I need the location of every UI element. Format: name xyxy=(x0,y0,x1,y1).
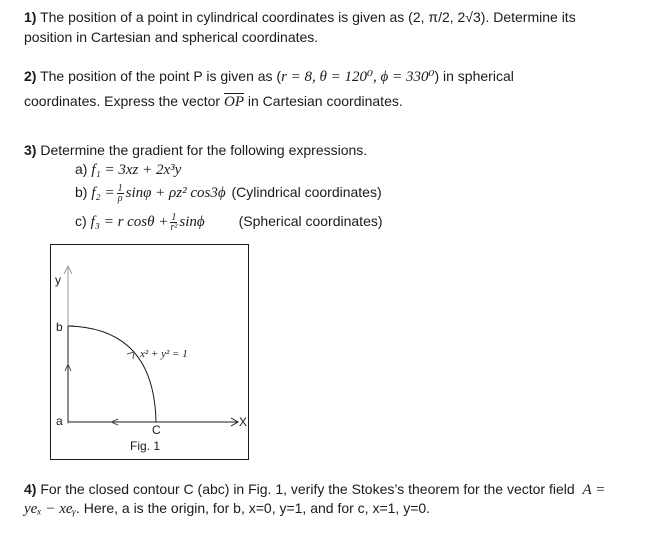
q2-text-b-post: in Cartesian coordinates. xyxy=(244,93,403,109)
q3-a-expression: f₁ = 3xz + 2x³y xyxy=(91,162,182,178)
q3-b-frac-num: 1 xyxy=(117,182,123,194)
q2-line-2 xyxy=(24,92,403,111)
q4-field-expression: yeₓ − xeᵧ xyxy=(24,501,76,517)
q3-b-frac-den: ρ xyxy=(117,192,123,204)
q4-text-a-pre: For the closed contour C (abc) in Fig. 1, verify the Stokes’s theorem for the vector field xyxy=(40,481,579,497)
q3-c-frac-den: r² xyxy=(170,221,178,233)
q2-number: 2) xyxy=(24,68,37,84)
q3-b-lhs: f₂ = xyxy=(91,185,115,201)
q3-text: Determine the gradient for the following expressions. xyxy=(40,142,368,158)
q3-b-rhs: sinφ + ρz² cos3ϕ xyxy=(125,185,226,201)
q4-line-1 xyxy=(24,480,605,499)
q2-coords: r = 8, θ = 120⁰, ϕ = 330⁰ xyxy=(281,69,435,85)
q4-field: A = xyxy=(582,482,606,498)
q1-line-1 xyxy=(24,8,576,26)
q3-a-label: a) xyxy=(75,161,88,177)
q2-text-a-pre: The position of the point P is given as ( xyxy=(40,68,282,84)
label-c: C xyxy=(152,423,161,437)
label-a: a xyxy=(56,414,63,428)
q3-item-b xyxy=(75,183,382,203)
q1-text-a: The position of a point in cylindrical coordinates is given as (2, π/2, 2√3). Determine its xyxy=(40,9,576,25)
q4-number: 4) xyxy=(24,481,37,497)
q3-c-frac-num: 1 xyxy=(171,211,177,223)
figure-1 xyxy=(50,244,249,460)
q1-line-2 xyxy=(24,28,318,46)
q3-c-rhs: sinϕ xyxy=(179,214,205,230)
q2-line-1 xyxy=(24,67,514,86)
q1-text-b: position in Cartesian and spherical coordinates. xyxy=(24,29,319,45)
q3-number: 3) xyxy=(24,142,37,158)
label-y: y xyxy=(55,273,61,287)
q4-line-2 xyxy=(24,499,430,518)
q3-c-label: c) xyxy=(75,213,87,229)
q3-c-note: (Spherical coordinates) xyxy=(238,213,383,229)
q2-text-b-pre: coordinates. Express the vector xyxy=(24,93,224,109)
q3-c-fraction xyxy=(170,213,177,232)
q4-text-b-post: . Here, a is the origin, for b, x=0, y=1, and for c, x=1, y=0. xyxy=(75,500,431,516)
q3-item-c xyxy=(75,212,383,232)
q2-vector-op: $\overline{OP}$ xyxy=(224,94,244,110)
q3-item-a xyxy=(75,160,181,179)
q3-line-1 xyxy=(24,141,367,159)
figure-caption: Fig. 1 xyxy=(130,439,161,453)
q1-number: 1) xyxy=(24,9,37,25)
q2-text-a-post: ) in spherical xyxy=(434,68,514,84)
q3-c-lhs: f₃ = r cosθ + xyxy=(90,214,169,230)
q3-b-label: b) xyxy=(75,184,88,200)
q3-b-note: (Cylindrical coordinates) xyxy=(231,184,382,200)
q3-b-fraction xyxy=(117,184,124,203)
curve-equation: x² + y² = 1 xyxy=(140,348,188,360)
label-b: b xyxy=(56,320,63,334)
label-x: X xyxy=(239,415,248,429)
